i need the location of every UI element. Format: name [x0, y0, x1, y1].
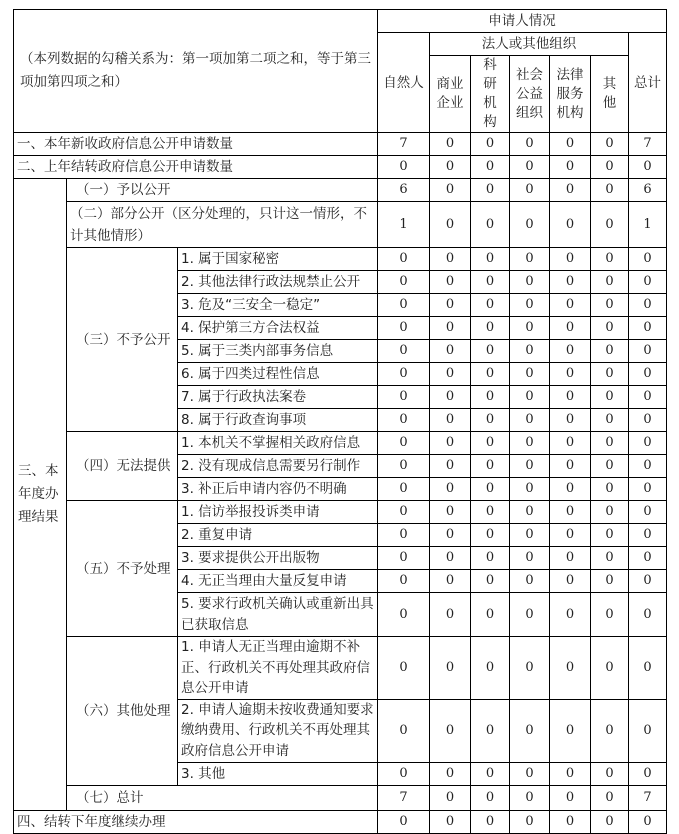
header-note: （本列数据的勾稽关系为：第一项加第二项之和，等于第三项加第四项之和） [14, 10, 378, 133]
value-cell: 0 [430, 455, 471, 478]
value-cell: 0 [550, 317, 591, 340]
value-cell: 0 [430, 593, 471, 637]
value-cell: 0 [550, 785, 591, 810]
row-label: 四、结转下年度继续办理 [14, 810, 378, 833]
value-cell: 7 [378, 133, 430, 156]
value-cell: 1 [378, 202, 430, 248]
value-cell: 0 [591, 810, 629, 833]
value-cell: 0 [471, 248, 510, 271]
value-cell: 0 [550, 810, 591, 833]
value-cell: 0 [510, 547, 550, 570]
value-cell: 0 [510, 478, 550, 501]
value-cell: 0 [629, 699, 667, 762]
value-cell: 0 [629, 547, 667, 570]
item-label: 4. 保护第三方合法权益 [178, 317, 378, 340]
value-cell: 0 [591, 785, 629, 810]
value-cell: 0 [378, 699, 430, 762]
header-total: 总计 [629, 33, 667, 133]
value-cell: 6 [378, 179, 430, 202]
value-cell: 0 [510, 637, 550, 700]
value-cell: 0 [591, 248, 629, 271]
value-cell: 0 [591, 570, 629, 593]
value-cell: 0 [550, 294, 591, 317]
value-cell: 7 [378, 785, 430, 810]
value-cell: 0 [591, 133, 629, 156]
value-cell: 0 [430, 409, 471, 432]
table-row [14, 179, 667, 202]
table-row [14, 248, 667, 271]
value-cell: 0 [550, 699, 591, 762]
value-cell: 0 [591, 699, 629, 762]
value-cell: 0 [550, 501, 591, 524]
value-cell: 0 [471, 478, 510, 501]
value-cell: 0 [510, 810, 550, 833]
item-label: 2. 其他法律行政法规禁止公开 [178, 271, 378, 294]
row-label: 二、上年结转政府信息公开申请数量 [14, 156, 378, 179]
value-cell: 0 [591, 637, 629, 700]
value-cell: 0 [510, 156, 550, 179]
value-cell: 0 [629, 593, 667, 637]
value-cell: 0 [430, 547, 471, 570]
value-cell: 0 [430, 637, 471, 700]
value-cell: 0 [591, 478, 629, 501]
item-label: 1. 本机关不掌握相关政府信息 [178, 432, 378, 455]
value-cell: 0 [430, 317, 471, 340]
value-cell: 0 [471, 386, 510, 409]
table-row [14, 202, 667, 248]
value-cell: 0 [510, 248, 550, 271]
value-cell: 0 [430, 762, 471, 785]
value-cell: 0 [378, 478, 430, 501]
group-label: （四）无法提供 [67, 432, 178, 501]
value-cell: 0 [471, 455, 510, 478]
value-cell: 0 [378, 810, 430, 833]
value-cell: 0 [378, 317, 430, 340]
value-cell: 0 [591, 432, 629, 455]
table-row [14, 501, 667, 524]
value-cell: 0 [550, 179, 591, 202]
value-cell: 0 [591, 271, 629, 294]
value-cell: 0 [471, 202, 510, 248]
value-cell: 0 [471, 179, 510, 202]
item-label: 5. 属于三类内部事务信息 [178, 340, 378, 363]
value-cell: 0 [510, 179, 550, 202]
header-legal-entity-group: 法人或其他组织 [430, 33, 629, 56]
value-cell: 0 [378, 455, 430, 478]
value-cell: 0 [378, 762, 430, 785]
value-cell: 0 [591, 455, 629, 478]
value-cell: 0 [550, 455, 591, 478]
value-cell: 0 [471, 133, 510, 156]
gov-info-disclosure-table [13, 9, 667, 834]
value-cell: 0 [550, 524, 591, 547]
value-cell: 0 [471, 699, 510, 762]
value-cell: 0 [430, 432, 471, 455]
value-cell: 0 [471, 593, 510, 637]
value-cell: 0 [591, 340, 629, 363]
value-cell: 0 [550, 570, 591, 593]
value-cell: 0 [430, 501, 471, 524]
item-label: 8. 属于行政查询事项 [178, 409, 378, 432]
item-label: 3. 补正后申请内容仍不明确 [178, 478, 378, 501]
item-label: 1. 属于国家秘密 [178, 248, 378, 271]
value-cell: 0 [550, 156, 591, 179]
value-cell: 0 [550, 248, 591, 271]
value-cell: 0 [430, 340, 471, 363]
value-cell: 0 [471, 317, 510, 340]
value-cell: 0 [629, 501, 667, 524]
value-cell: 0 [550, 133, 591, 156]
value-cell: 0 [510, 409, 550, 432]
value-cell: 0 [591, 317, 629, 340]
value-cell: 0 [510, 455, 550, 478]
value-cell: 0 [510, 363, 550, 386]
value-cell: 0 [378, 524, 430, 547]
value-cell: 0 [629, 156, 667, 179]
value-cell: 0 [629, 455, 667, 478]
value-cell: 0 [510, 570, 550, 593]
value-cell: 0 [471, 501, 510, 524]
value-cell: 0 [591, 547, 629, 570]
header-applicant-situation: 申请人情况 [378, 10, 667, 33]
value-cell: 0 [629, 810, 667, 833]
value-cell: 0 [430, 271, 471, 294]
value-cell: 0 [510, 386, 550, 409]
value-cell: 0 [629, 570, 667, 593]
value-cell: 0 [471, 271, 510, 294]
value-cell: 0 [471, 785, 510, 810]
value-cell: 0 [378, 637, 430, 700]
value-cell: 0 [629, 386, 667, 409]
value-cell: 0 [629, 478, 667, 501]
item-label: 6. 属于四类过程性信息 [178, 363, 378, 386]
value-cell: 0 [430, 156, 471, 179]
value-cell: 0 [550, 363, 591, 386]
value-cell: 0 [550, 202, 591, 248]
value-cell: 0 [471, 363, 510, 386]
value-cell: 0 [629, 317, 667, 340]
value-cell: 0 [378, 271, 430, 294]
value-cell: 0 [471, 547, 510, 570]
value-cell: 0 [471, 810, 510, 833]
value-cell: 0 [430, 785, 471, 810]
item-label: 2. 申请人逾期未按收费通知要求缴纳费用、行政机关不再处理其政府信息公开申请 [178, 699, 378, 762]
value-cell: 0 [378, 501, 430, 524]
header-org-column: 科研机构 [471, 56, 510, 133]
value-cell: 0 [510, 294, 550, 317]
value-cell: 0 [471, 340, 510, 363]
value-cell: 0 [510, 432, 550, 455]
value-cell: 0 [629, 762, 667, 785]
item-label: 2. 重复申请 [178, 524, 378, 547]
value-cell: 0 [510, 762, 550, 785]
item-label: 3. 危及“三安全一稳定” [178, 294, 378, 317]
value-cell: 0 [591, 762, 629, 785]
value-cell: 0 [430, 699, 471, 762]
item-label: 3. 其他 [178, 762, 378, 785]
value-cell: 0 [629, 432, 667, 455]
value-cell: 0 [550, 386, 591, 409]
value-cell: 0 [550, 637, 591, 700]
value-cell: 0 [550, 409, 591, 432]
value-cell: 0 [591, 593, 629, 637]
value-cell: 0 [550, 762, 591, 785]
value-cell: 0 [378, 432, 430, 455]
value-cell: 1 [629, 202, 667, 248]
value-cell: 0 [378, 409, 430, 432]
header-org-column: 其他 [591, 56, 629, 133]
value-cell: 0 [471, 409, 510, 432]
section3-label: 三、本年度办理结果 [14, 179, 67, 811]
header-org-column: 商业企业 [430, 56, 471, 133]
value-cell: 6 [629, 179, 667, 202]
row-label: （七）总计 [67, 785, 378, 810]
item-label: 1. 申请人无正当理由逾期不补正、行政机关不再处理其政府信息公开申请 [178, 637, 378, 700]
value-cell: 0 [591, 179, 629, 202]
item-label: 2. 没有现成信息需要另行制作 [178, 455, 378, 478]
value-cell: 0 [430, 810, 471, 833]
value-cell: 0 [430, 202, 471, 248]
value-cell: 0 [378, 156, 430, 179]
value-cell: 0 [550, 340, 591, 363]
value-cell: 0 [510, 202, 550, 248]
value-cell: 0 [510, 317, 550, 340]
item-label: 7. 属于行政执法案卷 [178, 386, 378, 409]
value-cell: 0 [591, 363, 629, 386]
value-cell: 0 [629, 637, 667, 700]
value-cell: 0 [471, 432, 510, 455]
table-row [14, 432, 667, 455]
value-cell: 0 [591, 501, 629, 524]
value-cell: 0 [550, 432, 591, 455]
value-cell: 0 [430, 524, 471, 547]
value-cell: 0 [510, 593, 550, 637]
value-cell: 0 [430, 248, 471, 271]
header-org-column: 社会公益组织 [510, 56, 550, 133]
group-label: （五）不予处理 [67, 501, 178, 637]
value-cell: 0 [629, 340, 667, 363]
value-cell: 0 [510, 133, 550, 156]
value-cell: 0 [510, 524, 550, 547]
value-cell: 0 [471, 524, 510, 547]
value-cell: 0 [430, 363, 471, 386]
item-label: 5. 要求行政机关确认或重新出具已获取信息 [178, 593, 378, 637]
row-label: （二）部分公开（区分处理的，只计这一情形，不计其他情形） [67, 202, 378, 248]
value-cell: 0 [471, 156, 510, 179]
value-cell: 0 [378, 363, 430, 386]
value-cell: 0 [471, 294, 510, 317]
value-cell: 0 [510, 785, 550, 810]
value-cell: 0 [378, 547, 430, 570]
item-label: 3. 要求提供公开出版物 [178, 547, 378, 570]
group-label: （三）不予公开 [67, 248, 178, 432]
item-label: 1. 信访举报投诉类申请 [178, 501, 378, 524]
value-cell: 0 [430, 386, 471, 409]
value-cell: 0 [591, 524, 629, 547]
value-cell: 0 [591, 409, 629, 432]
table-row [14, 156, 667, 179]
header-org-column: 法律服务机构 [550, 56, 591, 133]
header-natural-person: 自然人 [378, 33, 430, 133]
value-cell: 0 [550, 271, 591, 294]
item-label: 4. 无正当理由大量反复申请 [178, 570, 378, 593]
value-cell: 0 [510, 699, 550, 762]
group-label: （六）其他处理 [67, 637, 178, 786]
value-cell: 0 [471, 762, 510, 785]
table-row [14, 133, 667, 156]
value-cell: 0 [591, 386, 629, 409]
value-cell: 0 [378, 386, 430, 409]
value-cell: 0 [430, 179, 471, 202]
value-cell: 0 [471, 637, 510, 700]
table-row [14, 810, 667, 833]
value-cell: 0 [629, 363, 667, 386]
value-cell: 7 [629, 785, 667, 810]
value-cell: 0 [629, 248, 667, 271]
value-cell: 0 [550, 593, 591, 637]
value-cell: 0 [591, 202, 629, 248]
value-cell: 0 [510, 501, 550, 524]
value-cell: 0 [378, 294, 430, 317]
value-cell: 0 [629, 294, 667, 317]
value-cell: 0 [510, 340, 550, 363]
value-cell: 0 [430, 478, 471, 501]
value-cell: 0 [471, 570, 510, 593]
value-cell: 0 [591, 294, 629, 317]
value-cell: 0 [378, 593, 430, 637]
value-cell: 0 [430, 570, 471, 593]
table-row [14, 637, 667, 700]
value-cell: 0 [378, 248, 430, 271]
value-cell: 0 [629, 271, 667, 294]
value-cell: 0 [550, 547, 591, 570]
value-cell: 0 [378, 340, 430, 363]
row-label: （一）予以公开 [67, 179, 378, 202]
value-cell: 7 [629, 133, 667, 156]
table-row [14, 785, 667, 810]
value-cell: 0 [430, 133, 471, 156]
value-cell: 0 [550, 478, 591, 501]
row-label: 一、本年新收政府信息公开申请数量 [14, 133, 378, 156]
value-cell: 0 [378, 570, 430, 593]
value-cell: 0 [629, 524, 667, 547]
value-cell: 0 [430, 294, 471, 317]
value-cell: 0 [591, 156, 629, 179]
value-cell: 0 [510, 271, 550, 294]
value-cell: 0 [629, 409, 667, 432]
